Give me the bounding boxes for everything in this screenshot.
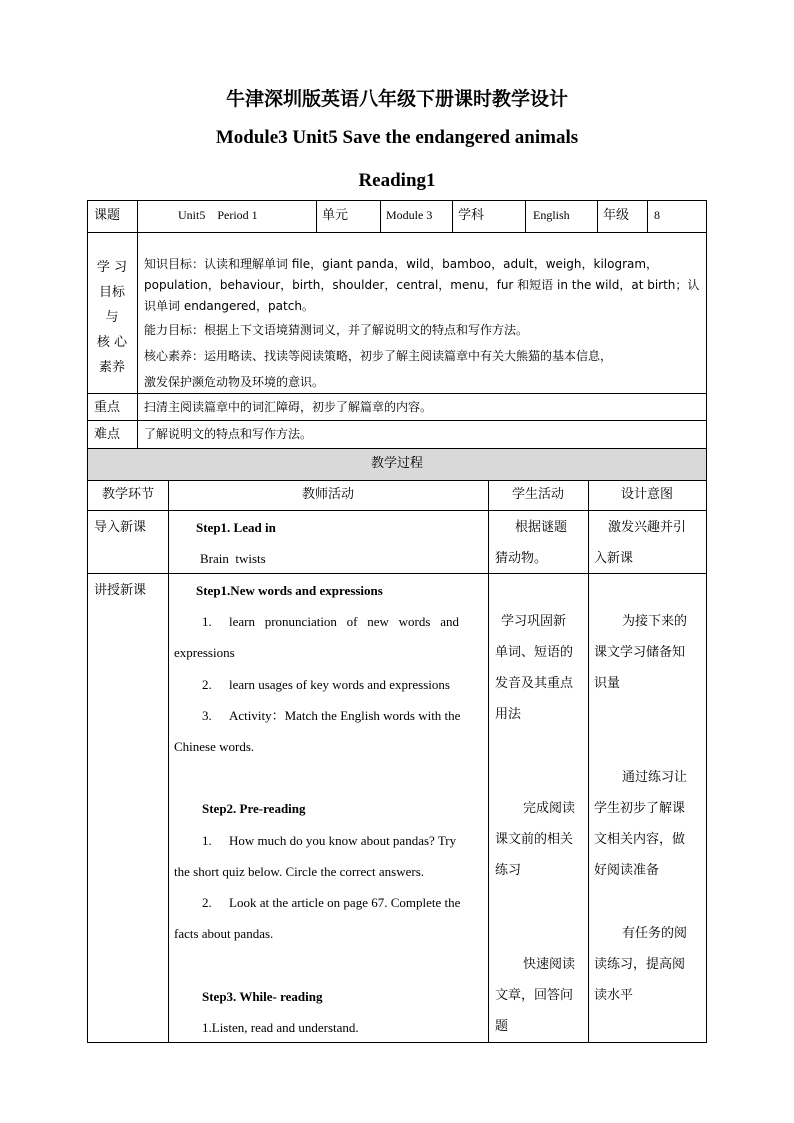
item-text: How much do you know about pandas? Try <box>229 833 457 848</box>
knowledge-goal-line: 识单词 endangered，patch。 <box>144 299 314 313</box>
topic-value: Unit5 Period 1 <box>178 208 258 222</box>
text-line: 有任务的阅 <box>622 926 688 941</box>
lesson-title: Reading1 <box>358 170 436 191</box>
text-line: 好阅读准备 <box>594 863 660 878</box>
unit-label: 单元 <box>322 208 349 223</box>
knowledge-goal-line: population，behaviour，birth，shoulder，central，menu，fur 和短语 in the wild，at birth；认 <box>144 278 700 292</box>
table-line <box>380 200 381 232</box>
item-num: 1. <box>202 833 212 848</box>
table-line <box>488 480 489 1042</box>
text-line: 为接下来的 <box>622 614 688 629</box>
table-line <box>87 393 707 394</box>
text-line: 读水平 <box>594 988 634 1003</box>
core-literacy-line: 激发保护濒危动物及环境的意识。 <box>144 375 325 389</box>
item-text: learn pronunciation of new words and <box>229 614 459 629</box>
subject-label: 学科 <box>458 208 485 223</box>
student-activity-2 <box>495 606 585 730</box>
grade-label: 年级 <box>603 208 630 223</box>
text-line: 题 <box>495 1019 509 1034</box>
document-title: 牛津深圳版英语八年级下册课时教学设计 <box>225 88 568 110</box>
item-num: 1. <box>202 614 212 629</box>
unit-value: Module 3 <box>386 208 433 222</box>
item-num: 2. <box>202 677 212 692</box>
core-literacy-line: 核心素养：运用略读、找读等阅读策略，初步了解主阅读篇章中有关大熊猫的基本信息， <box>144 349 613 363</box>
text-line: 学生初步了解课 <box>594 801 686 816</box>
objectives-label <box>92 255 132 380</box>
table-border-left <box>87 200 88 1043</box>
step-new-words: Step1.New words and expressions <box>196 583 383 598</box>
step-while-reading: Step3. While- reading <box>202 989 323 1004</box>
text-line: 通过练习让 <box>622 770 688 785</box>
objectives-label-line: 目标 <box>98 285 125 300</box>
stage-teaching: 讲授新课 <box>94 583 147 598</box>
objectives-text <box>144 254 704 393</box>
item-num: 3. <box>202 708 212 723</box>
col-teacher: 教师活动 <box>301 487 354 502</box>
table-line <box>87 510 707 511</box>
text-line: 识量 <box>594 676 621 691</box>
item-text: Chinese words. <box>174 739 255 754</box>
text-line: 快速阅读 <box>523 957 576 972</box>
item-text: facts about pandas. <box>174 926 274 941</box>
table-line <box>87 232 707 233</box>
subject-value: English <box>533 208 570 222</box>
item-text: 1.Listen, read and understand. <box>202 1020 359 1035</box>
text-line: 完成阅读 <box>523 801 576 816</box>
step-lead-in: Step1. Lead in <box>196 520 276 535</box>
col-student: 学生活动 <box>511 487 564 502</box>
module-subtitle: Module3 Unit5 Save the endangered animals <box>215 127 579 148</box>
knowledge-goal-line: 知识目标：认读和理解单词 file，giant panda，wild，bamboo，adult，weigh，kilogram， <box>144 257 659 271</box>
col-stage: 教学环节 <box>101 487 154 502</box>
text-line: 激发兴趣并引 <box>608 520 687 535</box>
table-line <box>588 480 589 1042</box>
objectives-label-line: 核 心 <box>96 335 128 350</box>
text-line: 发音及其重点 <box>495 676 574 691</box>
text-line: 猜动物。 <box>495 551 548 566</box>
table-line <box>316 200 317 232</box>
table-border-right <box>706 200 707 1043</box>
design-intent-1 <box>594 512 704 574</box>
col-intent: 设计意图 <box>620 487 673 502</box>
text-line: 文章，回答问 <box>495 988 574 1003</box>
item-text: Activity：Match the English words with the <box>229 708 461 723</box>
item-text: expressions <box>174 645 235 660</box>
text-line: 练习 <box>495 863 522 878</box>
objectives-label-line: 与 <box>105 310 119 325</box>
stage-intro: 导入新课 <box>94 520 147 535</box>
student-activity-1 <box>495 512 583 574</box>
table-line <box>597 200 598 232</box>
brain-twists: Brain twists <box>200 551 266 566</box>
item-text: the short quiz below. Circle the correct answers. <box>174 864 425 879</box>
student-activity-3 <box>495 793 585 886</box>
table-line <box>647 200 648 232</box>
text-line: 学习巩固新 <box>501 614 567 629</box>
objectives-label-line: 学 习 <box>96 260 128 275</box>
difficulty-text: 了解说明文的特点和写作方法。 <box>144 427 313 441</box>
text-line: 文相关内容，做 <box>594 832 686 847</box>
item-text: Look at the article on page 67. Complete the <box>229 895 461 910</box>
table-line <box>168 480 169 1042</box>
topic-label: 课题 <box>94 208 121 223</box>
ability-goal: 能力目标：根据上下文语境猜测词义，并了解说明文的特点和写作方法。 <box>144 323 529 337</box>
grade-value: 8 <box>654 208 660 222</box>
table-line <box>525 200 526 232</box>
table-border-bottom <box>87 1042 707 1043</box>
design-intent-3 <box>594 762 704 886</box>
text-line: 读练习，提高阅 <box>594 957 686 972</box>
table-line <box>452 200 453 232</box>
student-activity-4 <box>495 949 585 1042</box>
text-line: 用法 <box>495 707 522 722</box>
text-line: 单词、短语的 <box>495 645 574 660</box>
text-line: 根据谜题 <box>515 520 568 535</box>
text-line: 入新课 <box>594 551 634 566</box>
key-point-label: 重点 <box>94 400 121 415</box>
text-line: 课文学习储备知 <box>594 645 686 660</box>
table-line <box>87 420 707 421</box>
design-intent-2 <box>594 606 704 699</box>
process-header: 教学过程 <box>370 456 423 471</box>
table-line <box>137 200 138 448</box>
step-pre-reading: Step2. Pre-reading <box>202 801 306 816</box>
item-num: 2. <box>202 895 212 910</box>
text-line: 课文前的相关 <box>495 832 574 847</box>
key-point-text: 扫清主阅读篇章中的词汇障碍，初步了解篇章的内容。 <box>144 400 433 414</box>
difficulty-label: 难点 <box>94 427 121 442</box>
objectives-label-line: 素养 <box>98 360 125 375</box>
item-text: learn usages of key words and expressions <box>229 677 450 692</box>
design-intent-4 <box>594 918 704 1011</box>
